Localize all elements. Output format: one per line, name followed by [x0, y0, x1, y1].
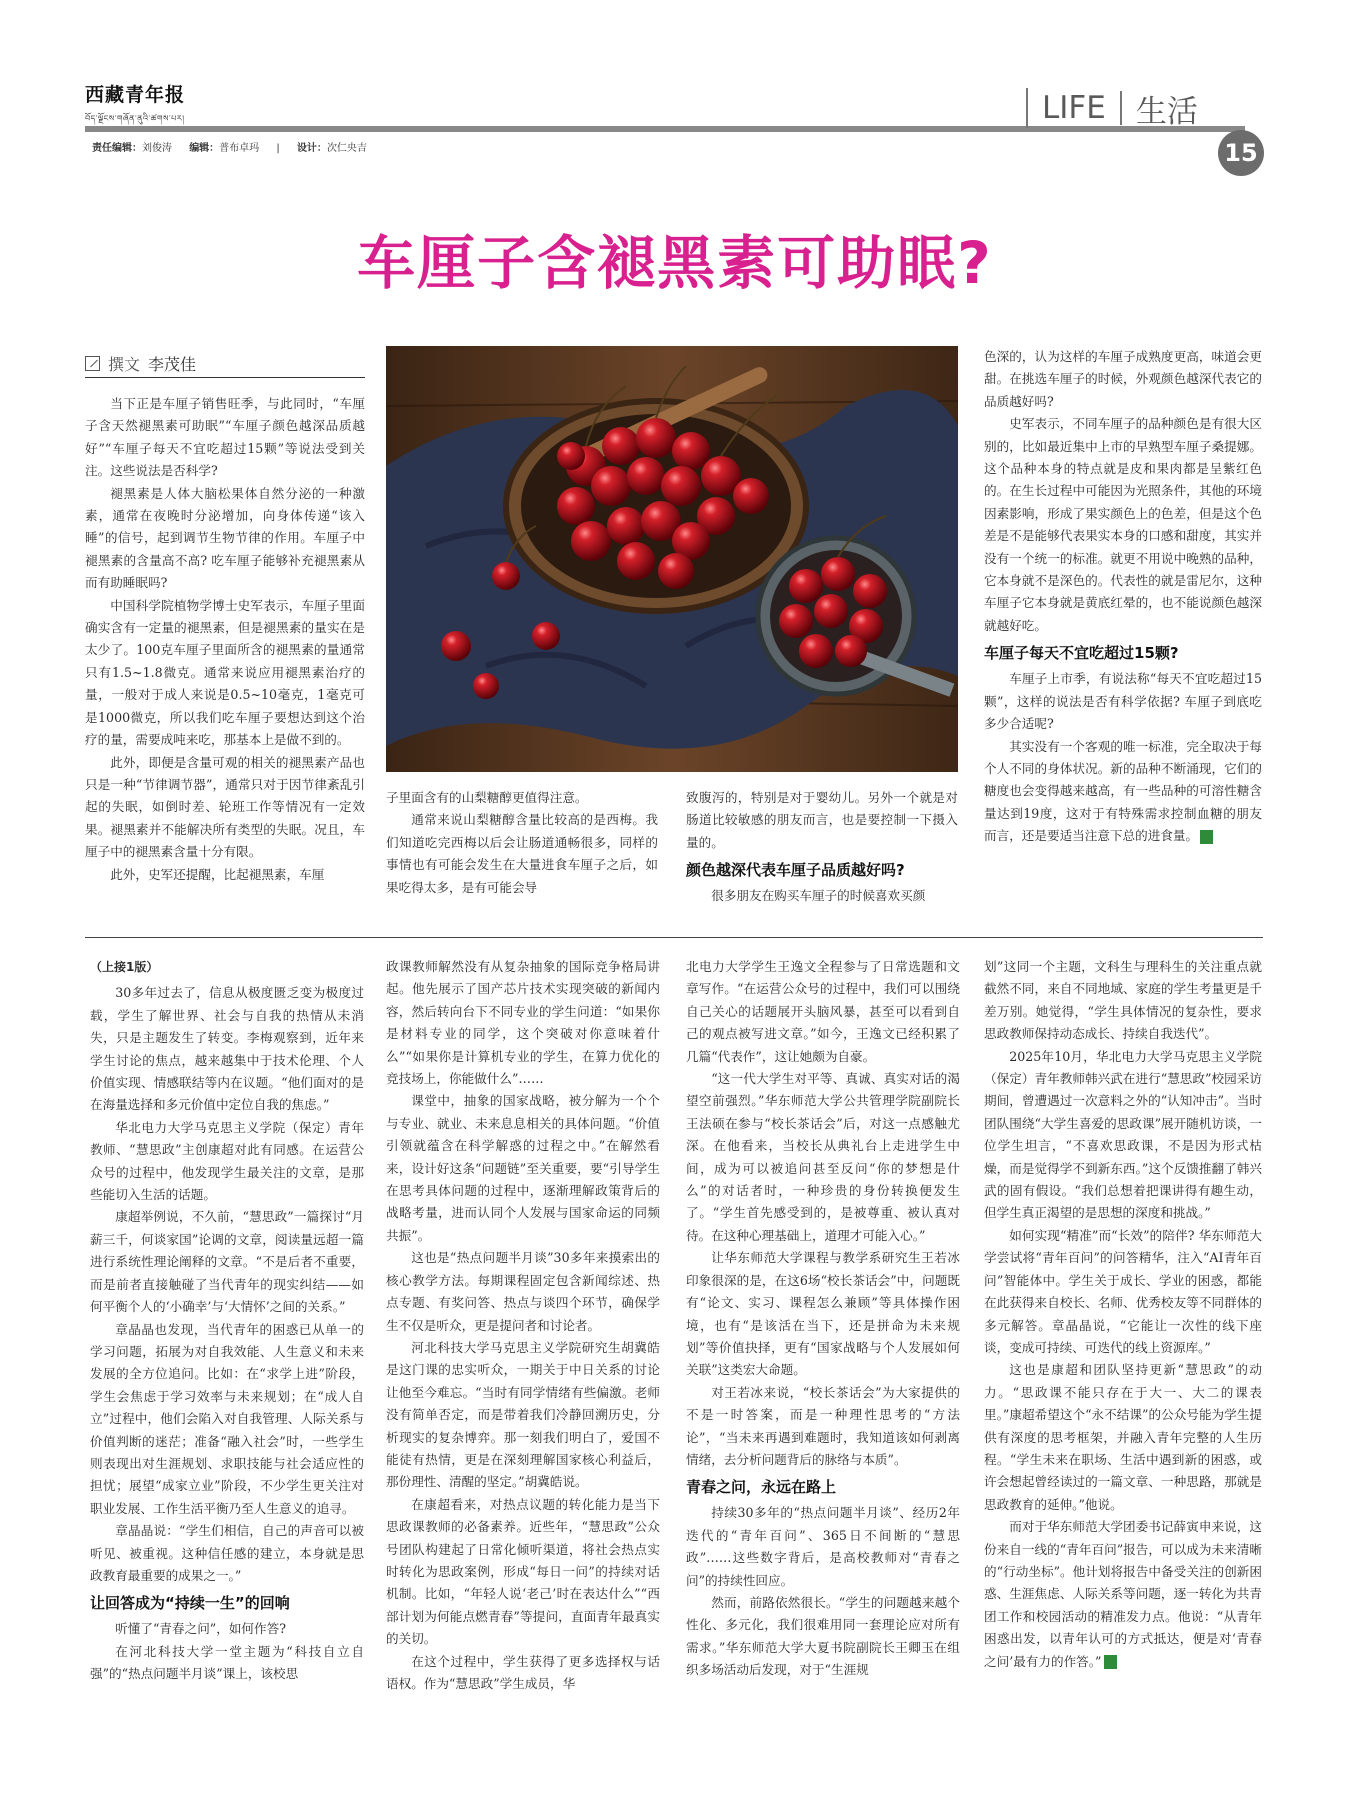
paragraph: 河北科技大学马克思主义学院研究生胡冀皓是这门课的忠实听众，一期关于中日关系的讨论让他至今难忘。“当时有同学情绪有些偏激。老师没有简单否定，而是带着我们冷静回溯历史，分析现实的复杂博弈。那一刻我们明白了，爱国不能徒有热情，更是在深刻理解国家核心利益后，那份理性、清醒的坚定。”胡冀皓说。 — [386, 1339, 660, 1490]
credit-editor-in-charge: 责任编辑：刘俊涛 — [92, 143, 172, 154]
paragraph: 史军表示，不同车厘子的品种颜色是有很大区别的，比如最近集中上市的早熟型车厘子桑提娜。这个品种本身的特点就是皮和果肉都是呈紫红色的。在生长过程中可能因为光照条件，其他的环境因素影响，形成了果实颜色上的色差，但是这个色差是不是能够代表果实本身的口感和甜度，其实并没有一个统一的标准。就更不用说中晚熟的品种，它本身就不是深色的。代表性的就是雷尼尔，这种车厘子它本身就是黄底红晕的，也不能说颜色越深就越好吃。 — [984, 416, 1262, 633]
paragraph: 章晶晶说：“学生们相信，自己的声音可以被听见、被重视。这种信任感的建立，本身就是思政教育最重要的成果之一。” — [90, 1523, 364, 1583]
paragraph: 听懂了“青春之问”，如何作答? — [115, 1621, 286, 1637]
credit-editor: 编辑：普布卓玛 — [189, 143, 260, 154]
article-column-3 — [686, 787, 958, 908]
continued-column-4 — [984, 956, 1262, 1673]
editor-credits — [92, 139, 381, 154]
section-cn: 生活 — [1135, 93, 1198, 130]
paragraph: 很多朋友在购买车厘子的时候喜欢买颜 — [711, 888, 926, 904]
paragraph: 当下正是车厘子销售旺季，与此同时，“车厘子含天然褪黑素可助眠”“车厘子颜色越深品质越好”“车厘子每天不宜吃超过15颗”等说法受到关注。这些说法是否科学? — [85, 396, 365, 479]
paragraph: 这也是康超和团队坚持更新“慧思政”的动力。“思政课不能只存在于大一、大二的课表里。”康超希望这个“永不结课”的公众号能为学生提供有深度的思考框架，并融入青年完整的人生历程。“学生未来在职场、生活中遇到新的困惑，或许会想起曾经读过的一篇文章、一种思路，那就是思政教育的延伸。”他说。 — [984, 1362, 1262, 1512]
section-en: LIFE — [1042, 90, 1106, 126]
page-number: 15 — [1218, 130, 1264, 176]
paragraph: 在河北科技大学一堂主题为“科技自立自强”的“热点问题半月谈”课上，该校思 — [90, 1643, 364, 1682]
paragraph: 而对于华东师范大学团委书记薛寅申来说，这份来自一线的“青年百问”报告，可以成为未来清晰的“行动坐标”。他计划将报告中备受关注的创新困惑、生涯焦虑、人际关系等问题，逐一转化为共青团工作和校园活动的精准发力点。他说：“从青年困惑出发，以青年认可的方式抵达，便是对‘青春之问’最有力的作答。” 青 — [984, 1519, 1262, 1669]
article-title: 车厘子含褪黑素可助眠? — [357, 229, 993, 297]
cherries-photo — [386, 346, 958, 772]
paragraph: 在康超看来，对热点议题的转化能力是当下思政课教师的必备素养。近些年，“慧思政”公众号团队构建起了日常化倾听渠道，将社会热点实时转化为思政案例，形成“每日一问”的持续对话机制。比如，“年轻人说‘老己’时在表达什么”“西部计划为何能点燃青春”等提问，直面青年最真实的关切。 — [386, 1496, 660, 1647]
paragraph: 政课教师解然没有从复杂抽象的国际竞争格局讲起。他先展示了国产芯片技术实现突破的新闻内容，然后转向台下不同专业的学生问道：“如果你是材料专业的同学，这个突破对你意味着什么”“如果你是计算机专业的学生，在算力优化的竞技场上，你能做什么”…… — [386, 959, 660, 1087]
continued-from-label: （上接1版） — [90, 960, 159, 974]
paragraph: 课堂中，抽象的国家战略，被分解为一个个与专业、就业、未来息息相关的具体问题。“价值引领就蕴含在科学解惑的过程之中。”在解然看来，设计好这条“问题链”至关重要，要“引导学生在思考具体问题的过程中，逐渐理解政策背后的战略考量，进而认同个人发展与国家命运的同频共振”。 — [386, 1093, 660, 1243]
pen-icon — [85, 356, 100, 371]
section-rule — [85, 937, 1263, 938]
byline-author: 李茂佳 — [148, 355, 197, 374]
end-mark-icon: 青 — [1200, 830, 1213, 844]
article-column-2 — [386, 787, 658, 899]
credit-designer: 设计：次仁央吉 — [296, 143, 367, 154]
article-column-4 — [984, 346, 1262, 848]
paragraph: 30多年过去了，信息从极度匮乏变为极度过载，学生了解世界、社会与自我的热情从未消失，只是主题发生了转变。李梅观察到，近年来学生讨论的焦点，越来越集中于技术伦理、个人价值实现、情感联结等内在议题。“他们面对的是在海量选择和多元价值中定位自我的焦虑。” — [90, 985, 364, 1113]
continued-column-2 — [386, 956, 660, 1695]
byline — [85, 350, 365, 378]
subheading-color: 颜色越深代表车厘子品质越好吗? — [686, 861, 905, 880]
paragraph: 划”这同一个主题，文科生与理科生的关注重点就截然不同，来自不同地域、家庭的学生考量更是千差万别。她觉得，“学生具体情况的复杂性，要求思政教师保持动态成长、持续自我迭代”。 — [984, 959, 1262, 1042]
paragraph: 北电力大学学生王逸文全程参与了日常选题和文章写作。“在运营公众号的过程中，我们可以围绕自己关心的话题展开头脑风暴，甚至可以看到自己的观点被写进文章。”如今，王逸文已经积累了几篇“代表作”，这让她颇为自豪。 — [686, 959, 960, 1064]
paper-name: 西藏青年报 — [85, 84, 186, 106]
paragraph: 对王若冰来说，“校长茶话会”为大家提供的不是一时答案，而是一种理性思考的“方法论”，“当未来再遇到难题时，我知道该如何剥离情绪，去分析问题背后的脉络与本质”。 — [686, 1384, 960, 1467]
paragraph: 让华东师范大学课程与教学系研究生王若冰印象很深的是，在这6场“校长茶话会”中，问题既有“论文、实习、课程怎么兼顾”等具体操作困境，也有“是该活在当下，还是拼命为未来规划”等价值抉择，更有“国家战略与个人发展如何关联”这类宏大命题。 — [686, 1250, 960, 1378]
article-column-1 — [85, 393, 365, 886]
credit-separator: | — [276, 143, 280, 154]
subheading-response: 让回答成为“持续一生”的回响 — [90, 1594, 290, 1613]
paragraph: 中国科学院植物学博士史军表示，车厘子里面确实含有一定量的褪黑素，但是褪黑素的量实在是太少了。100克车厘子里面所含的褪黑素的量通常只有1.5~1.8微克。通常来说应用褪黑素治疗的量，一般对于成人来说是0.5~10毫克，1毫克可是1000微克，所以我们吃车厘子要想达到这个治疗的量，需要成吨来吃，那基本上是做不到的。 — [85, 597, 365, 748]
section-tag — [1012, 86, 1198, 130]
paragraph: 如何实现“精准”而“长效”的陪伴? 华东师范大学尝试将“青年百问”的问答精华，注入“AI青年百问”智能体中。学生关于成长、学业的困惑，都能在此获得来自校长、名师、优秀校友等不同群体的多元解答。章晶晶说，“它能让一次性的线下座谈，变成可持续、可迭代的线上资源库。” — [984, 1227, 1262, 1355]
paragraph: 章晶晶也发现，当代青年的困惑已从单一的学习问题，拓展为对自我效能、人生意义和未来发展的全方位追问。比如：在“求学上进”阶段，学生会焦虑于学习效率与未来规划；在“成人自立”过程中，他们会陷入对自我管理、人际关系与价值判断的迷茫；准备“融入社会”时，一些学生则表现出对生涯规划、求职技能与社会适应性的担忧；展望“成家立业”阶段，不少学生更关注对职业发展、工作生活平衡乃至人生意义的追寻。 — [90, 1321, 364, 1516]
paragraph: 此外，史军还提醒，比起褪黑素，车厘 — [110, 866, 325, 882]
paragraph: 华北电力大学马克思主义学院（保定）青年教师、“慧思政”主创康超对此有同感。在运营公众号的过程中，他发现学生最关注的文章，是那些能切入生活的话题。 — [90, 1119, 364, 1203]
paragraph: 褪黑素是人体大脑松果体自然分泌的一种激素，通常在夜晚时分泌增加，向身体传递“该入睡”的信号，起到调节生物节律的作用。车厘子中褪黑素的含量高不高? 吃车厘子能够补充褪黑素从而有助睡眠吗? — [85, 485, 365, 591]
paragraph: 这也是“热点问题半月谈”30多年来摸索出的核心教学方法。每期课程固定包含新闻综述、热点专题、有奖问答、热点与谈四个环节，确保学生不仅是听众，更是提问者和讨论者。 — [386, 1250, 660, 1333]
paragraph: 色深的，认为这样的车厘子成熟度更高，味道会更甜。在挑选车厘子的时候，外观颜色越深代表它的品质越好吗? — [984, 349, 1262, 409]
paragraph: 在这个过程中，学生获得了更多选择权与话语权。作为“慧思政”学生成员，华 — [386, 1653, 660, 1691]
subheading-youth: 青春之问，永远在路上 — [686, 1478, 837, 1497]
paragraph: 子里面含有的山梨糖醇更值得注意。 — [386, 790, 588, 805]
paragraph: 其实没有一个客观的唯一标准，完全取决于每个人不同的身体状况。新的品种不断涌现，它们的糖度也会变得越来越高，有一些品种的可溶性糖含量达到19度，这对于有特殊需求控制血糖的朋友而言，还是要适当注意下总的进食量。 青 — [984, 738, 1262, 844]
end-mark-icon: 青 — [1104, 1655, 1117, 1669]
masthead — [85, 80, 185, 132]
paragraph: 2025年10月，华北电力大学马克思主义学院（保定）青年教师韩兴武在进行“慧思政”校园采访期间，曾遭遇过一次意料之外的“认知冲击”。当时团队围绕“大学生喜爱的思政课”展开随机访谈，一位学生坦言，“不喜欢思政课，不是因为形式枯燥，而是觉得学不到新东西。”这个反馈推翻了韩兴武的固有假设。“我们总想着把课讲得有趣生动，但学生真正渴望的是思想的深度和挑战。” — [984, 1048, 1262, 1221]
section-divider — [1120, 91, 1122, 125]
paragraph: 持续30多年的“热点问题半月谈”、经历2年迭代的“青年百问”、365日不间断的“慧思政”……这些数字背后，是高校教师对“青春之问”的持续性回应。 — [686, 1505, 960, 1588]
paragraph: “这一代大学生对平等、真诚、真实对话的渴望空前强烈。”华东师范大学公共管理学院副院长王法硕在参与“校长茶话会”后，对这一点感触尤深。在他看来，当校长从典礼台上走进学生中间，成为可以被追问甚至反问“你的梦想是什么”的对话者时，一种珍贵的身份转换便发生了。“学生首先感受到的，是被尊重、被认真对待。在这种心理基础上，道理才可能入心。” — [686, 1071, 960, 1243]
paragraph: 此外，即便是含量可观的相关的褪黑素产品也只是一种“节律调节器”，通常只对于因节律紊乱引起的失眠，如倒时差、轮班工作等情况有一定效果。褪黑素并不能解决所有类型的失眠。况且，车厘子中的褪黑素含量十分有限。 — [85, 754, 365, 860]
paper-name-tibetan: བོད་ལྗོངས་གཞོན་ནུའི་ཚགས་པར། — [85, 114, 185, 123]
cherries-illustration — [386, 346, 958, 772]
byline-role: 撰文 — [108, 355, 141, 374]
paragraph: 康超举例说，不久前，“慧思政”一篇探讨“月薪三千，何谈家国”论调的文章，阅读量远超一篇进行系统性理论阐释的文章。“不是后者不重要，而是前者直接触碰了当代青年的现实纠结——如何平衡个人的‘小确幸’与‘大情怀’之间的关系。” — [90, 1209, 364, 1315]
paragraph: 通常来说山梨糖醇含量比较高的是西梅。我们知道吃完西梅以后会让肠道通畅很多，同样的事情也有可能会发生在大量进食车厘子之后，如果吃得太多，是有可能会导 — [386, 812, 658, 895]
continued-column-1 — [90, 956, 364, 1686]
paragraph: 致腹泻的，特别是对于婴幼儿。另外一个就是对肠道比较敏感的朋友而言，也是要控制一下摄入量的。 — [686, 790, 958, 850]
subheading-15: 车厘子每天不宜吃超过15颗? — [984, 644, 1179, 663]
section-divider — [1026, 88, 1028, 128]
paragraph: 然而，前路依然很长。“学生的问题越来越个性化、多元化，我们很难用同一套理论应对所有需求。”华东师范大学大夏书院副院长王卿玉在组织多场活动后发现，对于“生涯规 — [686, 1594, 960, 1678]
continued-column-3 — [686, 956, 960, 1682]
paragraph: 车厘子上市季，有说法称“每天不宜吃超过15颗”，这样的说法是否有科学依据? 车厘子到底吃多少合适呢? — [984, 671, 1262, 732]
